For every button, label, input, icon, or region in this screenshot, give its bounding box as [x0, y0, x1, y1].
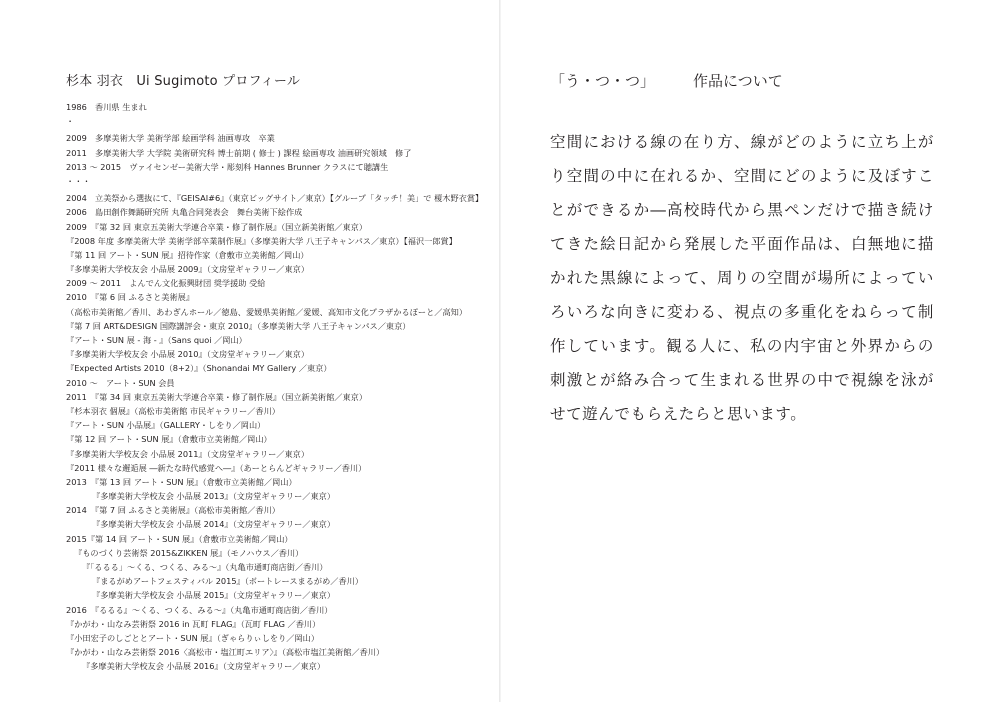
profile-entry: 『アート・SUN 小品展』（GALLERY・しをり／岡山）	[66, 420, 266, 431]
profile-entry: 『アート・SUN 展 - 海 - 』（Sans quoi ／岡山）	[66, 335, 247, 345]
profile-entry: 『第 11 回 アート・SUN 展』招待作家（倉敷市立美術館／岡山）	[66, 249, 309, 260]
work-description: 空間における線の在り方、線がどのように立ち上がり空間の中に在れるか、空間にどのように及ぼすことができるか―高校時代から黒ペンだけで描き続けてきた絵日記から発展した平面作品は、白無地に描かれた黒線によって、周りの空間が場所によっていろいろな向きに変わる、視点の多重化をねらって制作しています。観る人に、私の内宇宙と外界からの刺激とが絡み合って生まれる世界の中で視線を泳がせて遊んでもらえたらと思います。	[550, 133, 934, 423]
profile-entry: （高松市美術館／香川、あわぎんホール／徳島、愛媛県美術館／愛媛、高知市文化プラザかるぽーと／高知）	[66, 306, 468, 317]
profile-entry: 『第 12 回 アート・SUN 展』（倉敷市立美術館／岡山）	[66, 434, 272, 445]
profile-entry: 2010 『第 6 回 ふるさと美術展』	[66, 292, 195, 303]
profile-entry: ・	[66, 116, 75, 127]
profile-entry: 『Expected Artists 2010（8+2）』（Shonandai MY Gallery ／東京）	[66, 363, 332, 374]
work-heading	[550, 70, 783, 91]
profile-entry: 2015『第 14 回 アート・SUN 展』（倉敷市立美術館／岡山）	[66, 533, 293, 544]
profile-entry: 『多摩美術大学校友会 小品展 2011』（文房堂ギャラリー／東京）	[66, 448, 310, 459]
profile-entry: 『ものづくり芸術祭 2015&ZIKKEN 展』（モノハウス／香川）	[74, 547, 304, 558]
right-page	[500, 0, 1000, 702]
profile-entry: 2016 『るるる』～くる、つくる、みる～』（丸亀市通町商店街／香川）	[66, 604, 333, 615]
profile-entry: 2010 ～ アート・SUN 会員	[66, 377, 175, 388]
profile-entry: 2009 多摩美術大学 美術学部 絵画学科 油画専攻 卒業	[66, 133, 275, 144]
profile-entry: 『2008 年度 多摩美術大学 美術学部卒業制作展』（多摩美術大学 八王子キャンパス／東京）【福沢一郎賞】	[66, 235, 457, 246]
profile-entry: 『多摩美術大学校友会 小品展 2010』（文房堂ギャラリー／東京）	[66, 349, 310, 360]
profile-entry: 2013 ～ 2015 ヴァイセンゼー美術大学・彫刻科 Hannes Brunner クラスにて聴講生	[66, 161, 389, 172]
profile-entry: 『まるがめアートフェスティバル 2015』（ボートレースまるがめ／香川）	[92, 576, 364, 587]
profile-entry: 『第 7 回 ART&DESIGN 国際講評会・東京 2010』（多摩美術大学 八王子キャンパス／東京）	[66, 320, 411, 331]
profile-entry: 『かがわ・山なみ芸術祭 2016〈高松市・塩江町エリア〉』（高松市塩江美術館／香川）	[66, 647, 385, 658]
profile-entry: 『2011 様々な邂逅展 ―新たな時代感覚へ―』（あーとらんどギャラリー／香川）	[66, 462, 367, 473]
profile-entry: 2004 立美祭から選抜にて、『GEISAI#6』（東京ビッグサイト／東京）【グループ「タッチ！美」で 榎木野衣賞】	[66, 193, 484, 204]
profile-entry: 『多摩美術大学校友会 小品展 2013』（文房堂ギャラリー／東京）	[92, 491, 336, 502]
profile-entry: 『多摩美術大学校友会 小品展 2015』（文房堂ギャラリー／東京）	[92, 590, 336, 601]
work-subtitle: 作品について	[693, 72, 783, 90]
work-title: 「う・つ・つ」	[550, 72, 656, 90]
profile-entry: 『かがわ・山なみ芸術祭 2016 in 瓦町 FLAG』（瓦町 FLAG ／香川）	[66, 618, 321, 629]
profile-entry: ・・・	[66, 175, 91, 186]
profile-entry: 2011 多摩美術大学 大学院 美術研究科 博士前期 ( 修士 ) 課程 絵画専攻 油画研究領域 修了	[66, 147, 412, 158]
profile-entry: 2009 『第 32 回 東京五美術大学連合卒業・修了制作展』（国立新美術館／東京）	[66, 221, 368, 232]
profile-entry: 『多摩美術大学校友会 小品展 2009』（文房堂ギャラリー／東京）	[66, 264, 310, 275]
profile-entry: 2011 『第 34 回 東京五美術大学連合卒業・修了制作展』（国立新美術館／東京）	[66, 391, 368, 402]
profile-entry: 2006 島田創作舞踊研究所 丸亀合同発表会 舞台美術下絵作成	[66, 207, 303, 218]
profile-entry: 1986 香川県 生まれ	[66, 102, 147, 112]
profile-entry: 『多摩美術大学校友会 小品展 2016』（文房堂ギャラリー／東京）	[82, 661, 326, 672]
profile-entry: 『小田宏子のしごととアート・SUN 展』（ぎゃらりぃしをり／岡山）	[66, 632, 320, 643]
profile-entry: 『多摩美術大学校友会 小品展 2014』（文房堂ギャラリー／東京）	[92, 519, 336, 530]
profile-entry: 2013 『第 13 回 アート・SUN 展』（倉敷市立美術館／岡山）	[66, 476, 297, 487]
profile-entry: 2014 『第 7 回 ふるさと美術展』（高松市美術館／香川）	[66, 505, 280, 516]
profile-title: 杉本 羽衣 Ui Sugimoto プロフィール	[66, 74, 301, 89]
profile-entry: 『杉本羽衣 個展』（高松市美術館 市民ギャラリー／香川）	[66, 405, 280, 416]
profile-list	[66, 100, 486, 674]
profile-entry: 2009 ～ 2011 よんでん文化振興財団 奨学援助 受給	[66, 278, 266, 289]
profile-entry: 『「るるる」～くる、つくる、みる～』（丸亀市通町商店街／香川）	[82, 562, 328, 572]
